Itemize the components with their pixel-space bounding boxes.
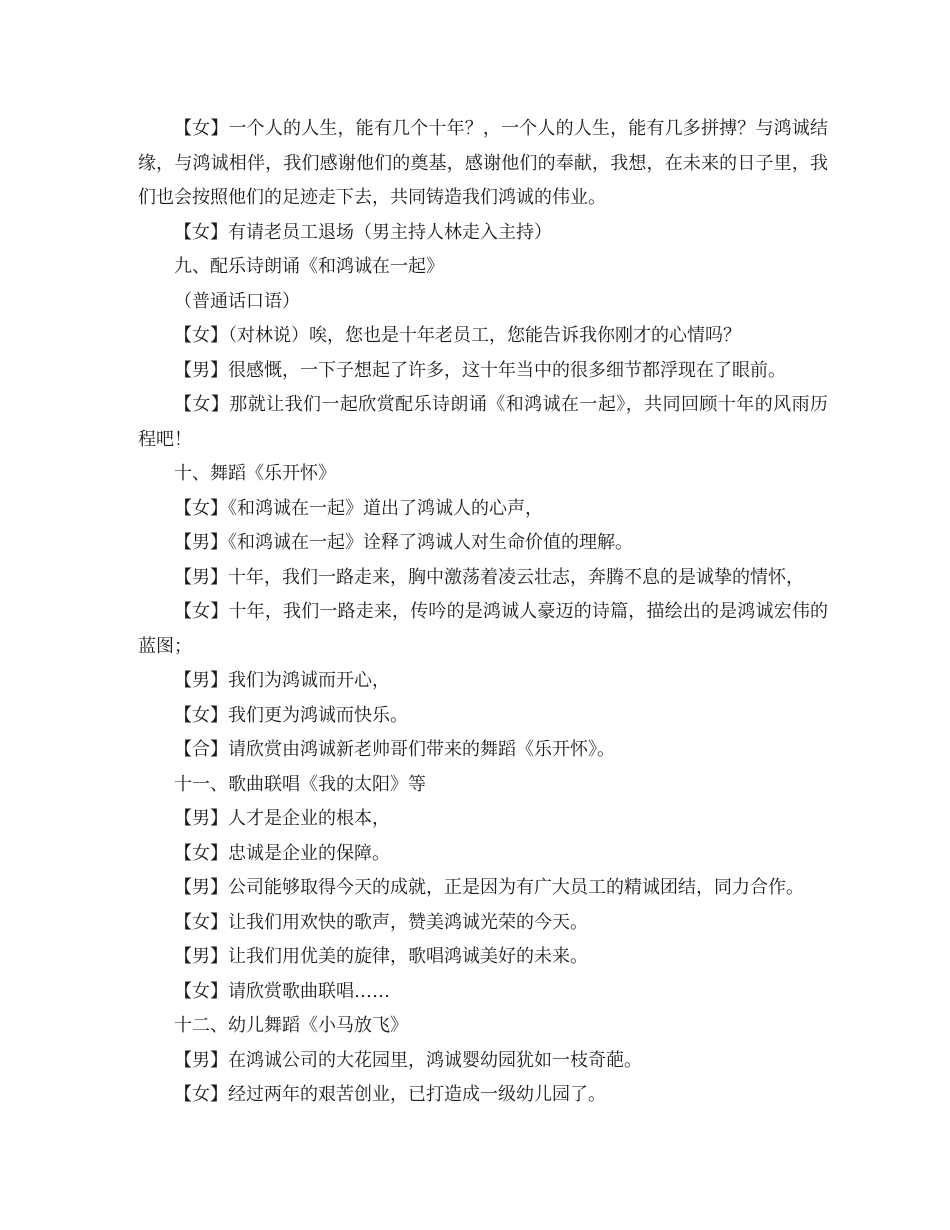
paragraph: 【女】有请老员工退场（男主持人林走入主持） bbox=[174, 221, 552, 243]
document-body bbox=[138, 112, 828, 1113]
paragraph: 【女】《和鸿诚在一起》道出了鸿诚人的心声， bbox=[174, 497, 543, 519]
paragraph: 【男】十年，我们一路走来，胸中激荡着凌云壮志，奔腾不息的是诚挚的情怀， bbox=[174, 566, 804, 588]
paragraph: 【女】忠诚是企业的保障。 bbox=[174, 842, 390, 864]
paragraph: 【男】公司能够取得今天的成就，正是因为有广大员工的精诚团结，同力合作。 bbox=[174, 877, 804, 898]
paragraph: 十、舞蹈《乐开怀》 bbox=[174, 463, 336, 484]
paragraph: 【合】请欣赏由鸿诚新老帅哥们带来的舞蹈《乐开怀》。 bbox=[174, 739, 615, 760]
paragraph: 【男】在鸿诚公司的大花园里，鸿诚婴幼园犹如一枝奇葩。 bbox=[174, 1049, 642, 1071]
paragraph: 【女】请欣赏歌曲联唱…… bbox=[174, 980, 390, 1002]
paragraph: 【女】我们更为鸿诚而快乐。 bbox=[174, 704, 408, 726]
paragraph: 【女】十年，我们一路走来，传吟的是鸿诚人豪迈的诗篇，描绘出的是鸿诚宏伟的蓝图； bbox=[138, 601, 828, 657]
paragraph: 十二、幼儿舞蹈《小马放飞》 bbox=[174, 1015, 408, 1036]
paragraph: 【男】人才是企业的根本， bbox=[174, 808, 390, 829]
paragraph: 【男】《和鸿诚在一起》诠释了鸿诚人对生命价值的理解。 bbox=[174, 532, 633, 553]
paragraph: （普通话口语） bbox=[174, 290, 300, 312]
paragraph: 【女】那就让我们一起欣赏配乐诗朗诵《和鸿诚在一起》，共同回顾十年的风雨历程吧！ bbox=[138, 394, 828, 450]
paragraph: 【女】（对林说）唉，您也是十年老员工，您能告诉我你刚才的心情吗？ bbox=[174, 325, 741, 346]
paragraph: 【女】经过两年的艰苦创业，已打造成一级幼儿园了。 bbox=[174, 1084, 606, 1105]
paragraph: 【男】很感慨，一下子想起了许多，这十年当中的很多细节都浮现在了眼前。 bbox=[174, 359, 786, 381]
paragraph: 【女】一个人的人生，能有几个十年？，一个人的人生，能有几多拼搏？与鸿诚结缘，与鸿诚相伴，我们感谢他们的奠基，感谢他们的奉献，我想，在未来的日子里，我们也会按照他们的足迹走下去，共同铸造我们鸿诚的伟业。 bbox=[138, 118, 828, 208]
paragraph: 【男】我们为鸿诚而开心， bbox=[174, 670, 390, 691]
paragraph: 九、配乐诗朗诵《和鸿诚在一起》 bbox=[174, 256, 444, 277]
paragraph: 十一、歌曲联唱《我的太阳》等 bbox=[174, 773, 426, 795]
paragraph: 【女】让我们用欢快的歌声，赞美鸿诚光荣的今天。 bbox=[174, 911, 588, 933]
paragraph: 【男】让我们用优美的旋律，歌唱鸿诚美好的未来。 bbox=[174, 946, 588, 967]
